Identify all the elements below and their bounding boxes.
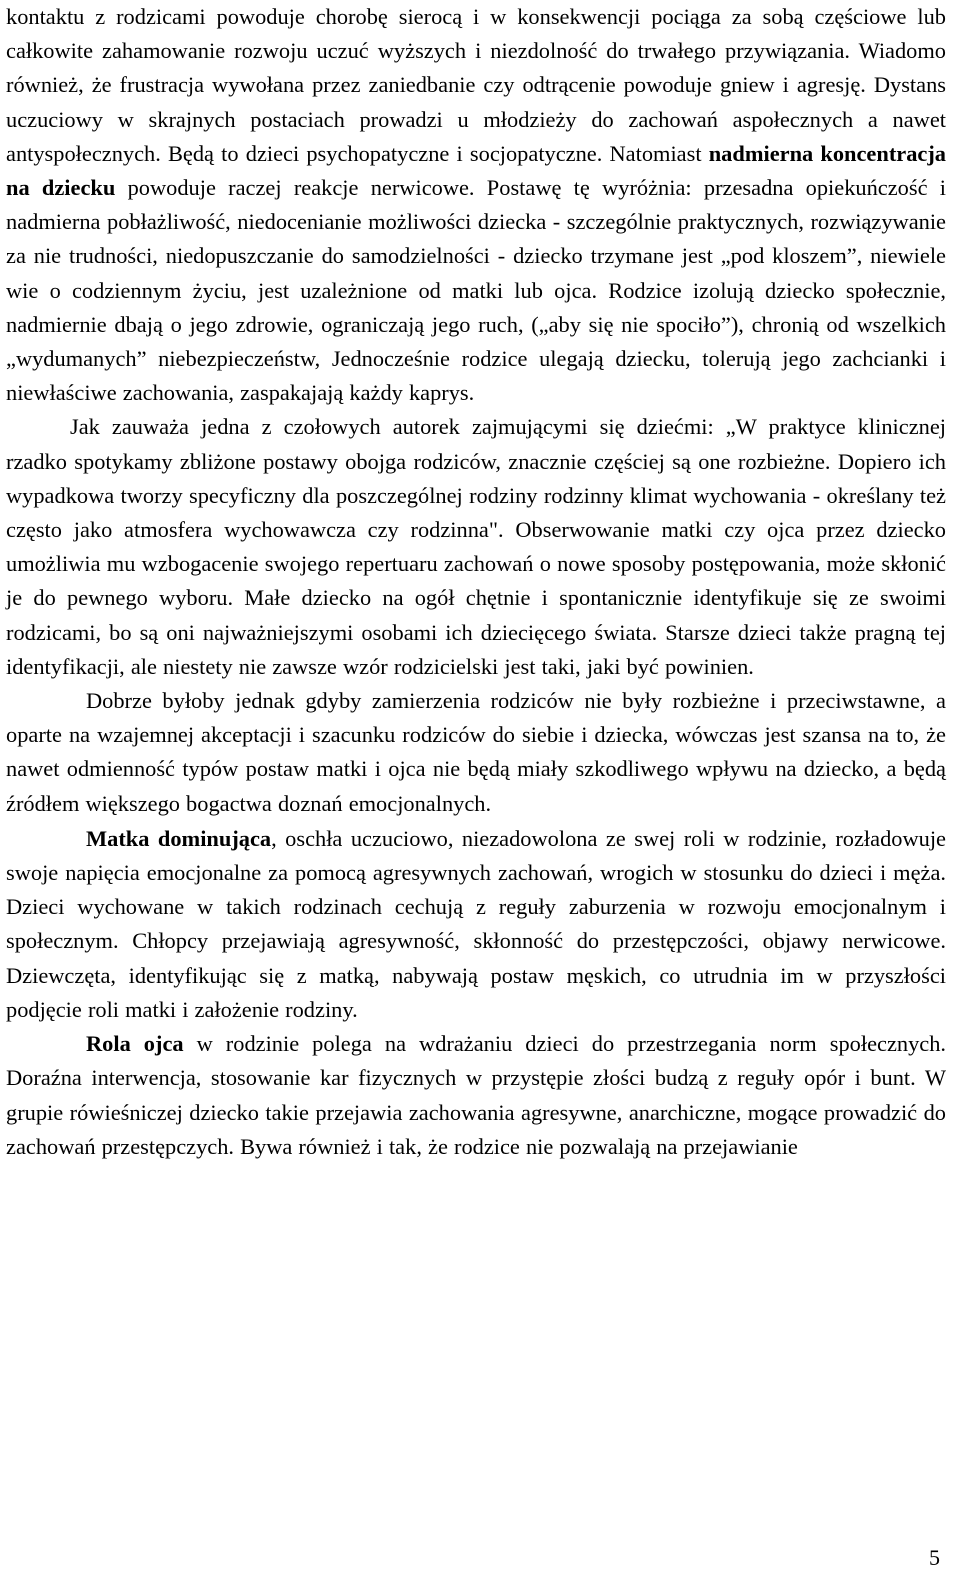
paragraph-1-bold-phrase: nadmierna koncentracja na dziecku xyxy=(6,140,946,201)
document-page xyxy=(6,0,946,1164)
paragraph-3: Dobrze byłoby jednak gdyby zamierzenia rodziców nie były rozbieżne i przeciwstawne, a oparte na wzajemnej akceptacji i szacunku rodziców do siebie i dziecka, wówczas jest szansa na to, że nawet odmienność typów postaw matki i ojca nie będą miały szkodliwego wpływu na dziecko, a będą źródłem większego bogactwa doznań emocjonalnych. xyxy=(6,688,946,816)
paragraph-4-heading: Matka dominująca xyxy=(86,825,272,851)
paragraph-5-text: w rodzinie polega na wdrażaniu dzieci do przestrzegania norm społecznych. Doraźna interwencja, stosowanie kar fizycznych w przystępie złości budzą z reguły opór i bunt. W grupie rówieśniczej dziecko takie przejawia zachowania agresywne, anarchiczne, mogące prowadzić do zachowań przestępczych. Bywa również i tak, że rodzice nie pozwalają na przejawianie xyxy=(6,1031,947,1159)
paragraph-5 xyxy=(6,1027,946,1164)
paragraph-1-text-a: kontaktu z rodzicami powoduje chorobę sierocą i w konsekwencji pociąga za sobą częściowe lub całkowite zahamowanie rozwoju uczuć wyższych i niezdolność do trwałego przywiązania. Wiadomo również, że frustracja wywołana przez zaniedbanie czy odtrącenie powoduje gniew i agresję. Dystans uczuciowy w skrajnych postaciach prowadzi u młodzieży do zachowań aspołecznych a nawet antyspołecznych. Będą to dzieci psychopatyczne i socjopatyczne. Natomiast xyxy=(6,4,946,166)
paragraph-1 xyxy=(6,0,946,410)
page-number: 5 xyxy=(929,1545,940,1570)
paragraph-4-text: , oschła uczuciowo, niezadowolona ze swej roli w rodzinie, rozładowuje swoje napięcia emocjonalne za pomocą agresywnych zachowań, wrogich w stosunku do dzieci i męża. Dzieci wychowane w takich rodzinach cechują z reguły zaburzenia w rozwoju emocjonalnym i społecznym. Chłopcy przejawiają agresywność, skłonność do przestępczości, objawy nerwicowe. Dziewczęta, identyfikując się z matką, nabywają postaw męskich, co utrudnia im w przyszłości podjęcie roli matki i założenie rodziny. xyxy=(6,825,946,1022)
paragraph-2: Jak zauważa jedna z czołowych autorek zajmującymi się dziećmi: „W praktyce klinicznej rzadko spotykamy zbliżone postawy obojga rodziców, znacznie częściej są one rozbieżne. Dopiero ich wypadkowa tworzy specyficzny dla poszczególnej rodziny rodzinny klimat wychowania - określany też często jako atmosfera wychowawcza czy rodzinna". Obserwowanie matki czy ojca przez dziecko umożliwia mu wzbogacenie swojego repertuaru zachowań o nowe sposoby postępowania, może skłonić je do pewnego wyboru. Małe dziecko na ogół chętnie i spontanicznie identyfikuje się ze swoimi rodzicami, bo są oni najważniejszymi osobami ich dziecięcego świata. Starsze dzieci także pragną tej identyfikacji, ale niestety nie zawsze wzór rodzicielski jest taki, jaki być powinien. xyxy=(6,414,946,679)
paragraph-1-text-b: powoduje raczej reakcje nerwicowe. Postawę tę wyróżnia: przesadna opiekuńczość i nadmierna pobłażliwość, niedocenianie możliwości dziecka - szczególnie praktycznych, rozwiązywanie za nie trudności, niedopuszczanie do samodzielności - dziecko trzymane jest „pod kloszem”, niewiele wie o codziennym życiu, jest uzależnione od matki lub ojca. Rodzice izolują dziecko społecznie, nadmiernie dbają o jego zdrowie, ograniczają jego ruch, („aby się nie spociło”), chronią od wszelkich „wydumanych” niebezpieczeństw, Jednocześnie rodzice ulegają dziecku, tolerują jego zachcianki i niewłaściwe zachowania, zaspakajają każdy kaprys. xyxy=(6,175,947,406)
paragraph-5-heading: Rola ojca xyxy=(86,1031,184,1057)
paragraph-4 xyxy=(6,822,946,1027)
